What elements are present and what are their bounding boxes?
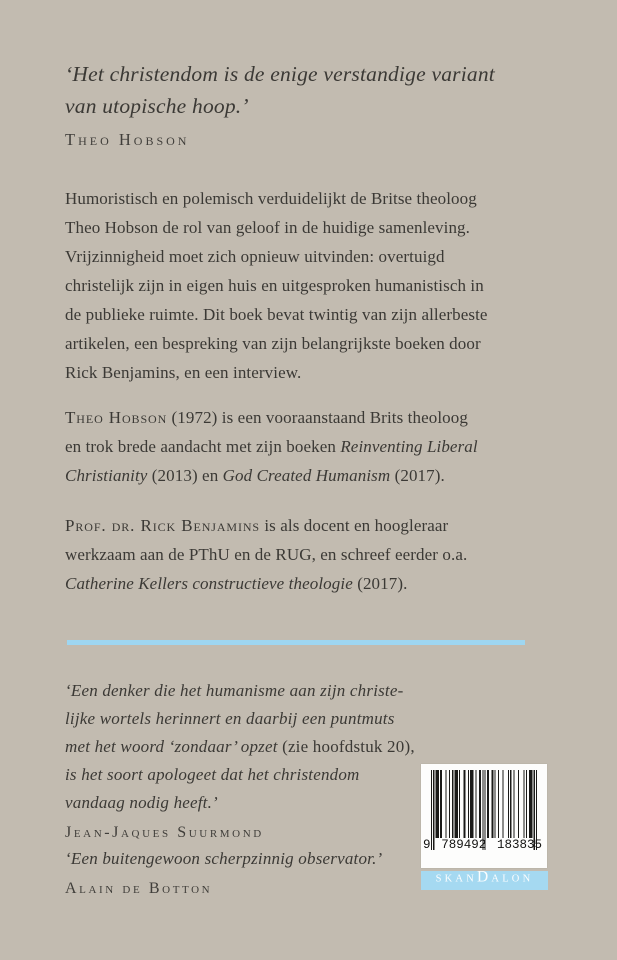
bio-text: is als docent en hoogleraar [260, 516, 449, 535]
publisher-logo-accent-letter: D [477, 868, 492, 886]
intro-line: Vrijzinnigheid moet zich opnieuw uitvinden: overtuigd [65, 247, 445, 266]
review-line: vandaag nodig heeft.’ [65, 793, 218, 812]
intro-paragraph [65, 184, 488, 387]
book-title: Catherine Kellers constructieve theologie [65, 574, 353, 593]
review-line [65, 733, 415, 761]
bio-line [65, 569, 467, 598]
bio-line [65, 432, 478, 461]
review-line: is het soort apologeet dat het christendom [65, 765, 360, 784]
top-quote-attribution: Theo Hobson [65, 130, 190, 149]
bio-line [65, 403, 478, 432]
publisher-logo-text: ALON [491, 873, 534, 885]
barcode-digit-group-1: 789492 [441, 838, 487, 852]
publisher-logo [421, 868, 548, 890]
book-title: Reinventing Liberal [340, 437, 478, 456]
top-quote [65, 58, 495, 151]
review-text-roman: (zie hoofdstuk 20), [282, 737, 415, 756]
intro-line: artikelen, een bespreking van zijn belangrijkste boeken door [65, 334, 481, 353]
intro-line: Humoristisch en polemisch verduidelijkt de Britse theoloog [65, 189, 477, 208]
bio-text: (2013) en [147, 466, 223, 485]
review-line: ‘Een buitengewoon scherpzinnig observator.’ [65, 849, 383, 868]
review-quote-botton [65, 845, 382, 900]
intro-line: de publieke ruimte. Dit boek bevat twintig van zijn allerbeste [65, 305, 488, 324]
bio-line [65, 511, 467, 540]
top-quote-line-2: van utopische hoop.’ [65, 94, 249, 118]
author-bio-hobson [65, 403, 478, 490]
top-quote-line-1: ‘Het christendom is de enige verstandige variant [65, 62, 495, 86]
review-text-italic: met het woord ‘zondaar’ opzet [65, 737, 283, 756]
bio-line [65, 540, 467, 569]
intro-line: Theo Hobson de rol van geloof in de huidige samenleving. [65, 218, 471, 237]
bio-text: (2017). [390, 466, 445, 485]
book-title: Christianity [65, 466, 148, 485]
author-name: Theo Hobson [65, 408, 168, 427]
author-bio-benjamins [65, 511, 467, 598]
bio-line [65, 461, 478, 490]
bio-text: en trok brede aandacht met zijn boeken [65, 437, 341, 456]
divider-rule [67, 640, 525, 645]
barcode [421, 764, 547, 868]
book-title: God Created Humanism [222, 466, 391, 485]
author-name: Prof. dr. Rick Benjamins [65, 516, 260, 535]
intro-line: Rick Benjamins, en een interview. [65, 363, 302, 382]
barcode-digit-group-2: 183835 [496, 838, 542, 852]
publisher-logo-text: SKAN [435, 873, 477, 885]
reviewer-name: Jean-Jaques Suurmond [65, 824, 264, 841]
bio-text: (2017). [352, 574, 408, 593]
review-line: lijke wortels herinnert en daarbij een puntmuts [65, 709, 395, 728]
intro-line: christelijk zijn in eigen huis en uitgesproken humanistisch in [65, 276, 484, 295]
review-line: ‘Een denker die het humanisme aan zijn christe- [65, 681, 404, 700]
bio-text: werkzaam aan de PThU en de RUG, en schreef eerder o.a. [65, 545, 468, 564]
bio-text: (1972) is een vooraanstaand Brits theoloog [167, 408, 468, 427]
barcode-digit-lead: 9 [423, 838, 431, 852]
reviewer-name: Alain de Botton [65, 880, 213, 897]
barcode-number [421, 838, 547, 852]
review-quote-suurmond [65, 677, 415, 844]
